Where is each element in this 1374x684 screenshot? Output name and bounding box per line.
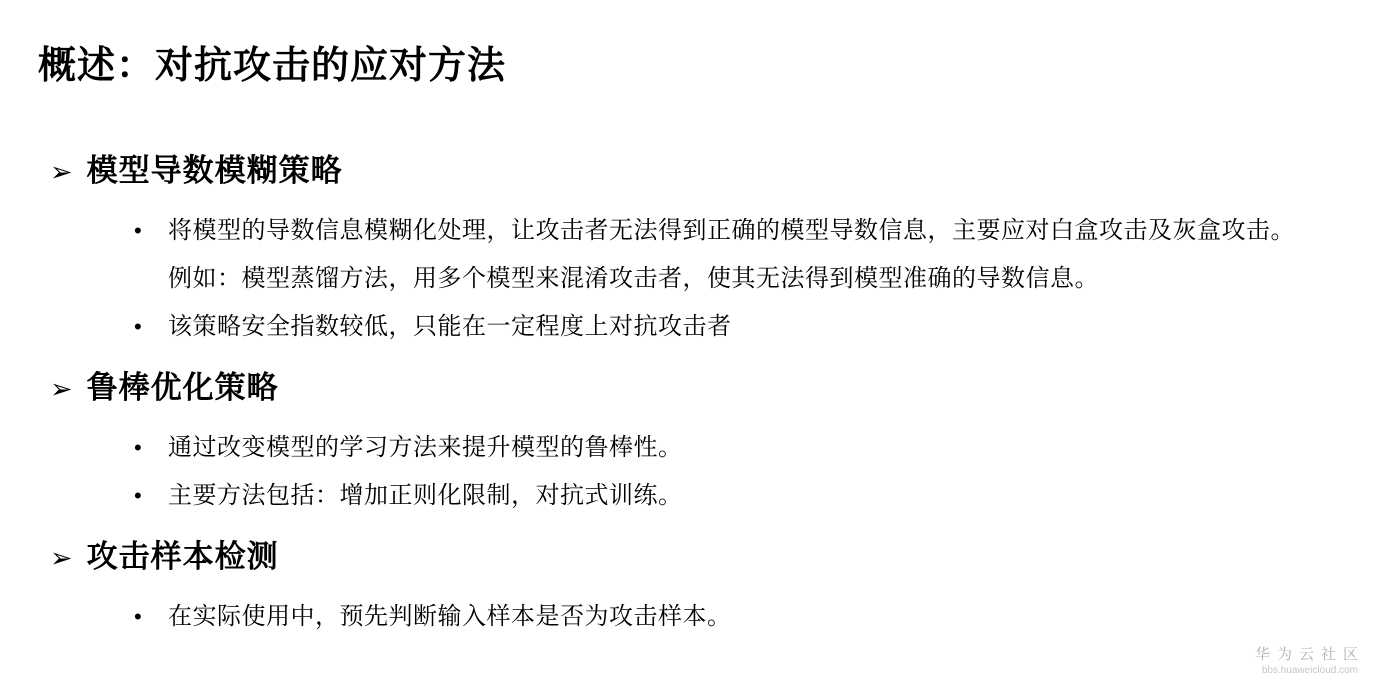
- arrowhead-bullet-icon: ➢: [50, 543, 73, 573]
- watermark-url-text: bbs.huaweicloud.com: [1261, 665, 1358, 676]
- bullet-list: [38, 207, 1346, 351]
- bullet-text: 主要方法包括：增加正则化限制，对抗式训练。: [168, 482, 683, 509]
- watermark: [1254, 643, 1365, 676]
- list-item: [38, 472, 1346, 520]
- section-heading: 模型导数模糊策略: [86, 153, 343, 188]
- list-item: [38, 424, 1346, 472]
- section-heading: 攻击样本检测: [86, 539, 279, 574]
- bullet-text: 在实际使用中，预先判断输入样本是否为攻击样本。: [168, 603, 732, 630]
- section-model-gradient-obfuscation: [38, 150, 1346, 351]
- dot-bullet-icon: •: [134, 435, 142, 460]
- dot-bullet-icon: •: [134, 314, 142, 339]
- dot-bullet-icon: •: [134, 218, 142, 243]
- bullet-text: 通过改变模型的学习方法来提升模型的鲁棒性。: [168, 434, 683, 461]
- bullet-text: 该策略安全指数较低，只能在一定程度上对抗攻击者: [168, 313, 732, 340]
- section-robust-optimization: [38, 367, 1346, 520]
- list-item: [38, 303, 1346, 351]
- arrowhead-bullet-icon: ➢: [50, 374, 73, 404]
- section-heading: 鲁棒优化策略: [86, 370, 279, 405]
- bullet-text: 例如：模型蒸馏方法，用多个模型来混淆攻击者，使其无法得到模型准确的导数信息。: [168, 265, 1099, 292]
- watermark-brand-text: 华为云社区: [1254, 646, 1365, 663]
- bullet-list: [38, 424, 1346, 520]
- list-item: [38, 593, 1346, 641]
- list-item: [38, 207, 1346, 303]
- section-attack-sample-detection: [38, 536, 1346, 641]
- dot-bullet-icon: •: [134, 604, 142, 629]
- arrowhead-bullet-icon: ➢: [50, 157, 73, 187]
- bullet-list: [38, 593, 1346, 641]
- bullet-text: 将模型的导数信息模糊化处理，让攻击者无法得到正确的模型导数信息，主要应对白盒攻击及灰盒攻击。: [168, 217, 1295, 244]
- page-title: 概述：对抗攻击的应对方法: [38, 45, 507, 87]
- dot-bullet-icon: •: [134, 483, 142, 508]
